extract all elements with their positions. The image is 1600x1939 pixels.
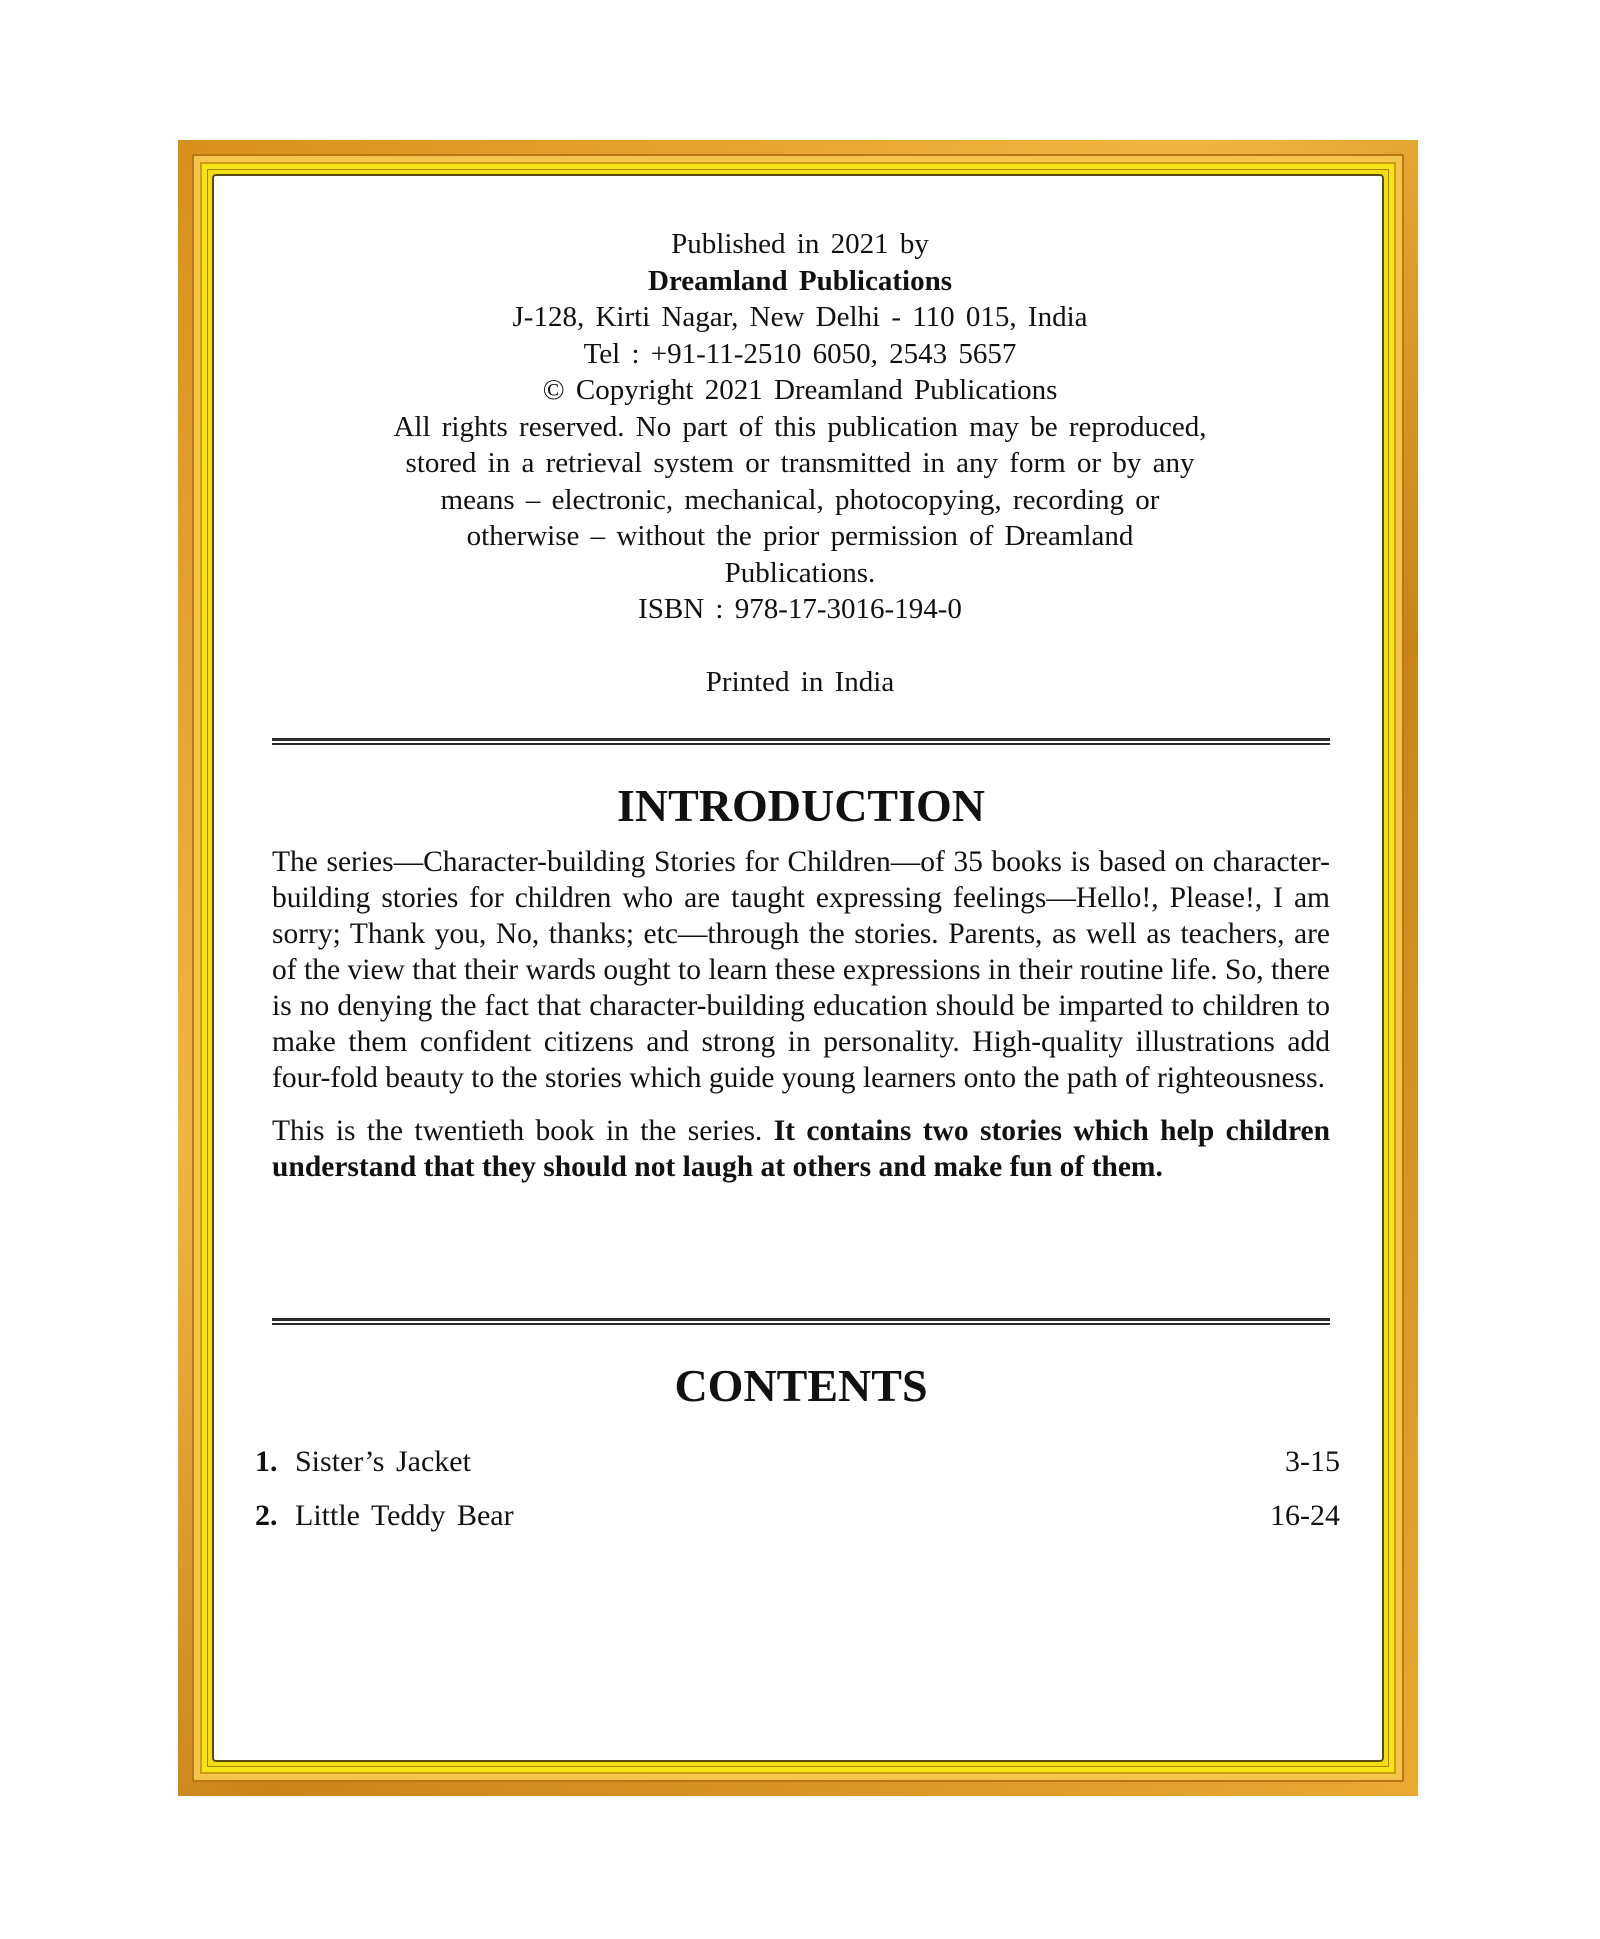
- copyright-line: © Copyright 2021 Dreamland Publications: [542, 374, 1058, 406]
- contents-entry-number: 1.: [255, 1445, 278, 1478]
- divider-rule-top: [272, 738, 1330, 745]
- introduction-paragraph-1: The series—Character-building Stories for Children—of 35 books is based on character-building stories for children who are taught expressing feelings—Hello!, Please!, I am sorry; Thank you, No, thanks; etc—through the stories. Parents, as well as teachers, are of the view that their wards ought to learn these expressions in their routine life. So, there is no denying the fact that character-building education should be imparted to children to make them confident citizens and strong in personality. High-quality illustrations add four-fold beauty to the stories which guide young learners onto the path of righteousness.: [272, 846, 1330, 1094]
- contents-entry: [255, 1442, 1340, 1482]
- imprint-block: [380, 226, 1220, 700]
- published-line: Published in 2021 by: [671, 228, 929, 260]
- contents-entry-title: Sister’s Jacket: [295, 1445, 471, 1478]
- contents-entry-number: 2.: [255, 1499, 278, 1532]
- contents-entry-pages: 3-15: [1285, 1445, 1340, 1478]
- isbn-line: ISBN : 978-17-3016-194-0: [638, 593, 962, 625]
- introduction-heading: INTRODUCTION: [616, 780, 986, 831]
- contents-entry-pages: 16-24: [1270, 1499, 1340, 1532]
- introduction-paragraph-2: [272, 1113, 1330, 1185]
- contents-entry-title: Little Teddy Bear: [295, 1499, 514, 1532]
- introduction-paragraph-2-bold: It contains two stories which help children understand that they should not laugh at others and make fun of them.: [272, 1115, 1331, 1183]
- introduction-body: [272, 844, 1330, 1185]
- contents-entry: [255, 1496, 1340, 1536]
- publisher-address: J-128, Kirti Nagar, New Delhi - 110 015, India: [512, 301, 1088, 333]
- divider-rule-bottom: [272, 1318, 1330, 1325]
- introduction-paragraph-2-lead: This is the twentieth book in the series.: [272, 1115, 763, 1147]
- publisher-phone: Tel : +91-11-2510 6050, 2543 5657: [583, 337, 1017, 370]
- publisher-name: Dreamland Publications: [648, 264, 952, 297]
- printed-in-line: Printed in India: [705, 665, 895, 698]
- rights-notice: All rights reserved. No part of this publication may be reproduced, stored in a retrieval system or transmitted in any form or by any means – electronic, mechanical, photocopying, recording or otherwise – without the prior permission of Dreamland Publications.: [393, 410, 1207, 589]
- contents-heading: CONTENTS: [674, 1360, 928, 1411]
